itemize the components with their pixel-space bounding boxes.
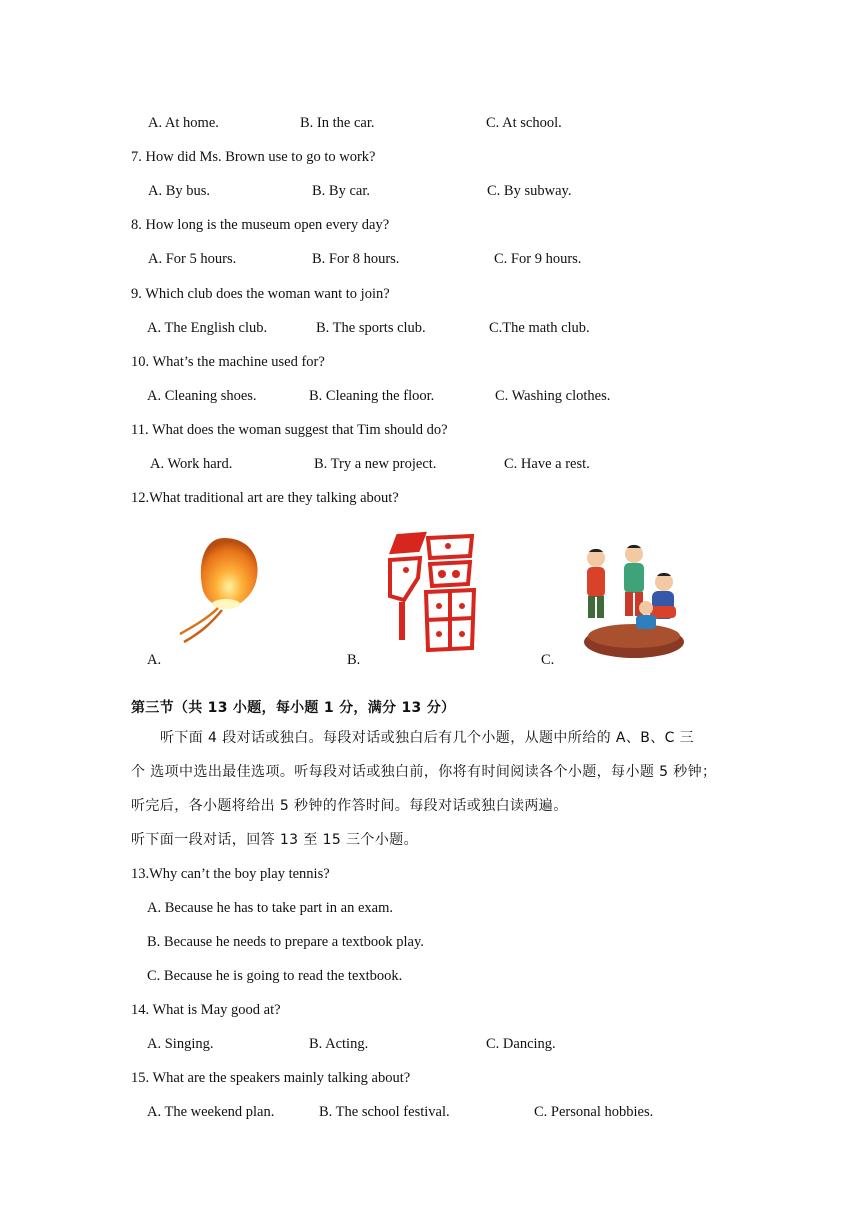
clay-figurines-icon[interactable] [576, 538, 686, 662]
q9-option-c[interactable]: C.The math club. [489, 320, 590, 336]
q12-question: 12.What traditional art are they talking about? [131, 490, 399, 506]
q7-option-a[interactable]: A. By bus. [148, 183, 211, 199]
q11-option-a[interactable]: A. Work hard. [150, 456, 233, 472]
sky-lantern-icon[interactable] [172, 534, 264, 648]
q10-option-c[interactable]: C. Washing clothes. [495, 388, 611, 404]
section3-instruction-line3: 听完后，各小题将给出 5 秒钟的作答时间。每段对话或独白读两遍。 [131, 798, 568, 814]
q15-option-c[interactable]: C. Personal hobbies. [534, 1104, 654, 1120]
q13-option-a[interactable]: A. Because he has to take part in an exam. [147, 900, 394, 916]
q12-option-a[interactable]: A. [147, 652, 162, 668]
q7-option-c[interactable]: C. By subway. [487, 183, 572, 199]
q6-option-c[interactable]: C. At school. [486, 115, 562, 131]
q15-option-b[interactable]: B. The school festival. [319, 1104, 450, 1120]
section3-heading: 第三节（共 13 小题，每小题 1 分，满分 13 分） [131, 700, 456, 716]
q11-question: 11. What does the woman suggest that Tim should do? [131, 422, 448, 438]
q8-option-a[interactable]: A. For 5 hours. [148, 251, 237, 267]
q10-option-a[interactable]: A. Cleaning shoes. [147, 388, 257, 404]
q14-option-b[interactable]: B. Acting. [309, 1036, 369, 1052]
q7-question: 7. How did Ms. Brown use to go to work? [131, 149, 376, 165]
q10-option-b[interactable]: B. Cleaning the floor. [309, 388, 435, 404]
q14-option-a[interactable]: A. Singing. [147, 1036, 214, 1052]
q13-option-c[interactable]: C. Because he is going to read the textbook. [147, 968, 403, 984]
q8-question: 8. How long is the museum open every day? [131, 217, 390, 233]
q8-option-b[interactable]: B. For 8 hours. [312, 251, 400, 267]
section3-instruction-line1: 听下面 4 段对话或独白。每段对话或独白后有几个小题，从题中所给的 A、B、C 三 [160, 730, 695, 746]
section3-instruction-line2: 个 选项中选出最佳选项。听每段对话或独白前，你将有时间阅读各个小题，每小题 5 秒钟； [131, 764, 717, 780]
q8-option-c[interactable]: C. For 9 hours. [494, 251, 582, 267]
q9-question: 9. Which club does the woman want to join? [131, 286, 390, 302]
q11-option-b[interactable]: B. Try a new project. [314, 456, 437, 472]
q15-question: 15. What are the speakers mainly talking about? [131, 1070, 411, 1086]
q6-option-b[interactable]: B. In the car. [300, 115, 375, 131]
q13-question: 13.Why can’t the boy play tennis? [131, 866, 330, 882]
q10-question: 10. What’s the machine used for? [131, 354, 325, 370]
paper-cut-fu-icon[interactable] [384, 530, 478, 656]
q9-option-b[interactable]: B. The sports club. [316, 320, 426, 336]
q11-option-c[interactable]: C. Have a rest. [504, 456, 590, 472]
q15-option-a[interactable]: A. The weekend plan. [147, 1104, 275, 1120]
q13-option-b[interactable]: B. Because he needs to prepare a textbook play. [147, 934, 424, 950]
q6-option-a[interactable]: A. At home. [148, 115, 219, 131]
q7-option-b[interactable]: B. By car. [312, 183, 370, 199]
dialog-intro: 听下面一段对话，回答 13 至 15 三个小题。 [131, 832, 419, 848]
q14-question: 14. What is May good at? [131, 1002, 281, 1018]
q14-option-c[interactable]: C. Dancing. [486, 1036, 556, 1052]
q12-option-c[interactable]: C. [541, 652, 555, 668]
q12-option-b[interactable]: B. [347, 652, 361, 668]
q9-option-a[interactable]: A. The English club. [147, 320, 268, 336]
